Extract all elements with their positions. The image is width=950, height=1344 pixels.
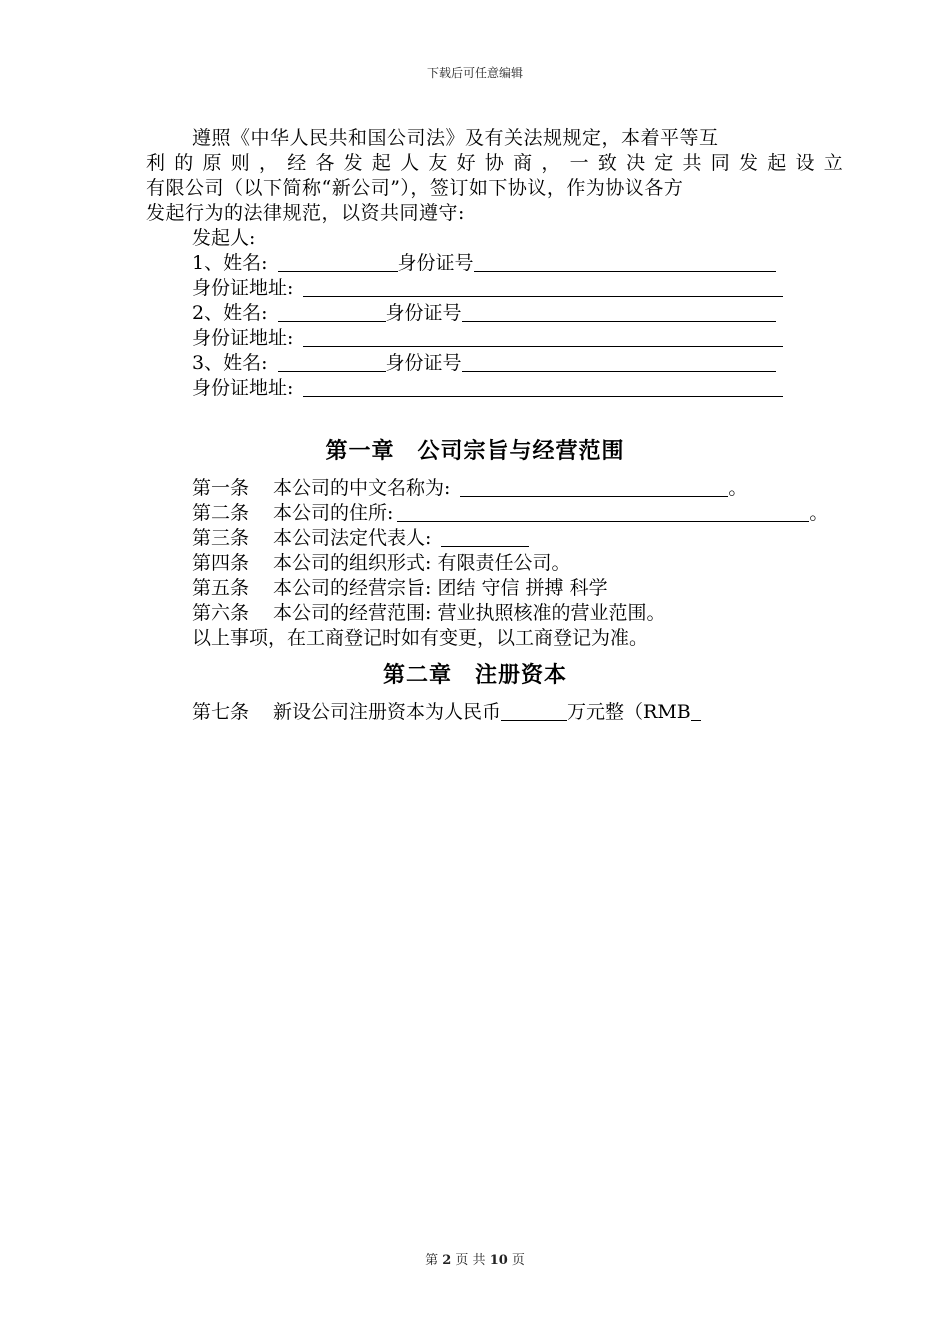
intro-line: 利 的 原 则 ， 经 各 发 起 人 友 好 协 商 ， 一 致 决 定 共 同 发 起 设 立 (146, 152, 845, 174)
article-end: 。 (809, 502, 829, 524)
address-blank[interactable] (397, 502, 809, 522)
article-number: 第二条 (192, 502, 250, 524)
article-7 (192, 700, 701, 725)
article-number: 第七条 (192, 701, 250, 723)
article-text: 本公司的住所: (273, 502, 394, 524)
address-blank[interactable] (303, 327, 783, 347)
chapter-1-note: 以上事项，在工商登记时如有变更，以工商登记为准。 (192, 627, 649, 649)
founder-3-address-row (192, 376, 783, 401)
address-label: 身份证地址: (192, 327, 294, 349)
founder-1-name-row (192, 251, 776, 276)
address-label: 身份证地址: (192, 277, 294, 299)
article-text: 本公司的经营宗旨: 团结 守信 拼搏 科学 (273, 577, 608, 599)
founder-2-name-row (192, 301, 776, 326)
article-text: 本公司的中文名称为: (273, 477, 451, 499)
chapter-1-title: 第一章 公司宗旨与经营范围 (325, 439, 625, 464)
article-3 (192, 526, 529, 551)
footer-suffix: 页 (511, 1253, 525, 1268)
name-blank[interactable] (278, 252, 398, 272)
article-text: 新设公司注册资本为人民币 (273, 701, 502, 723)
address-label: 身份证地址: (192, 377, 294, 399)
article-text: 本公司的经营范围: 营业执照核准的营业范围。 (273, 602, 666, 624)
article-number: 第三条 (192, 527, 250, 549)
legal-rep-blank[interactable] (441, 527, 529, 547)
company-name-blank[interactable] (460, 477, 728, 497)
id-label: 身份证号 (397, 252, 474, 274)
article-number: 第六条 (192, 602, 250, 624)
name-label: 3、姓名: (192, 352, 268, 374)
founders-label: 发起人: (192, 227, 256, 249)
intro-line: 发起行为的法律规范，以资共同遵守: (146, 202, 465, 224)
id-blank[interactable] (474, 252, 776, 272)
name-blank[interactable] (278, 302, 386, 322)
article-end: 。 (728, 477, 748, 499)
founder-3-name-row (192, 351, 776, 376)
article-text-after: 万元整（RMB (567, 701, 691, 723)
address-blank[interactable] (303, 377, 783, 397)
page-header: 下载后可任意编辑 (426, 66, 523, 80)
founder-1-address-row (192, 276, 783, 301)
id-blank[interactable] (462, 302, 776, 322)
name-label: 2、姓名: (192, 302, 268, 324)
article-number: 第四条 (192, 552, 250, 574)
name-label: 1、姓名: (192, 252, 268, 274)
intro-line: 有限公司（以下简称“新公司”），签订如下协议，作为协议各方 (146, 177, 684, 199)
article-6 (192, 601, 665, 626)
page-number: 2 (442, 1253, 452, 1268)
page-total: 10 (489, 1253, 508, 1268)
id-label: 身份证号 (385, 302, 462, 324)
id-blank[interactable] (462, 352, 776, 372)
address-blank[interactable] (303, 277, 783, 297)
article-2 (192, 501, 828, 526)
article-text: 本公司法定代表人: (273, 527, 432, 549)
article-1 (192, 476, 747, 501)
footer-prefix: 第 (425, 1253, 439, 1268)
intro-line: 遵照《中华人民共和国公司法》及有关法规规定，本着平等互 (192, 127, 719, 149)
chapter-2-title: 第二章 注册资本 (382, 663, 567, 688)
article-number: 第五条 (192, 577, 250, 599)
rmb-amount-blank[interactable] (691, 701, 701, 721)
article-number: 第一条 (192, 477, 250, 499)
article-text: 本公司的组织形式: 有限责任公司。 (273, 552, 571, 574)
id-label: 身份证号 (385, 352, 462, 374)
article-4 (192, 551, 570, 576)
name-blank[interactable] (278, 352, 386, 372)
capital-amount-blank[interactable] (501, 701, 567, 721)
footer-middle: 页 共 (455, 1253, 486, 1268)
page-footer (0, 1249, 950, 1268)
article-5 (192, 576, 608, 601)
founder-2-address-row (192, 326, 783, 351)
